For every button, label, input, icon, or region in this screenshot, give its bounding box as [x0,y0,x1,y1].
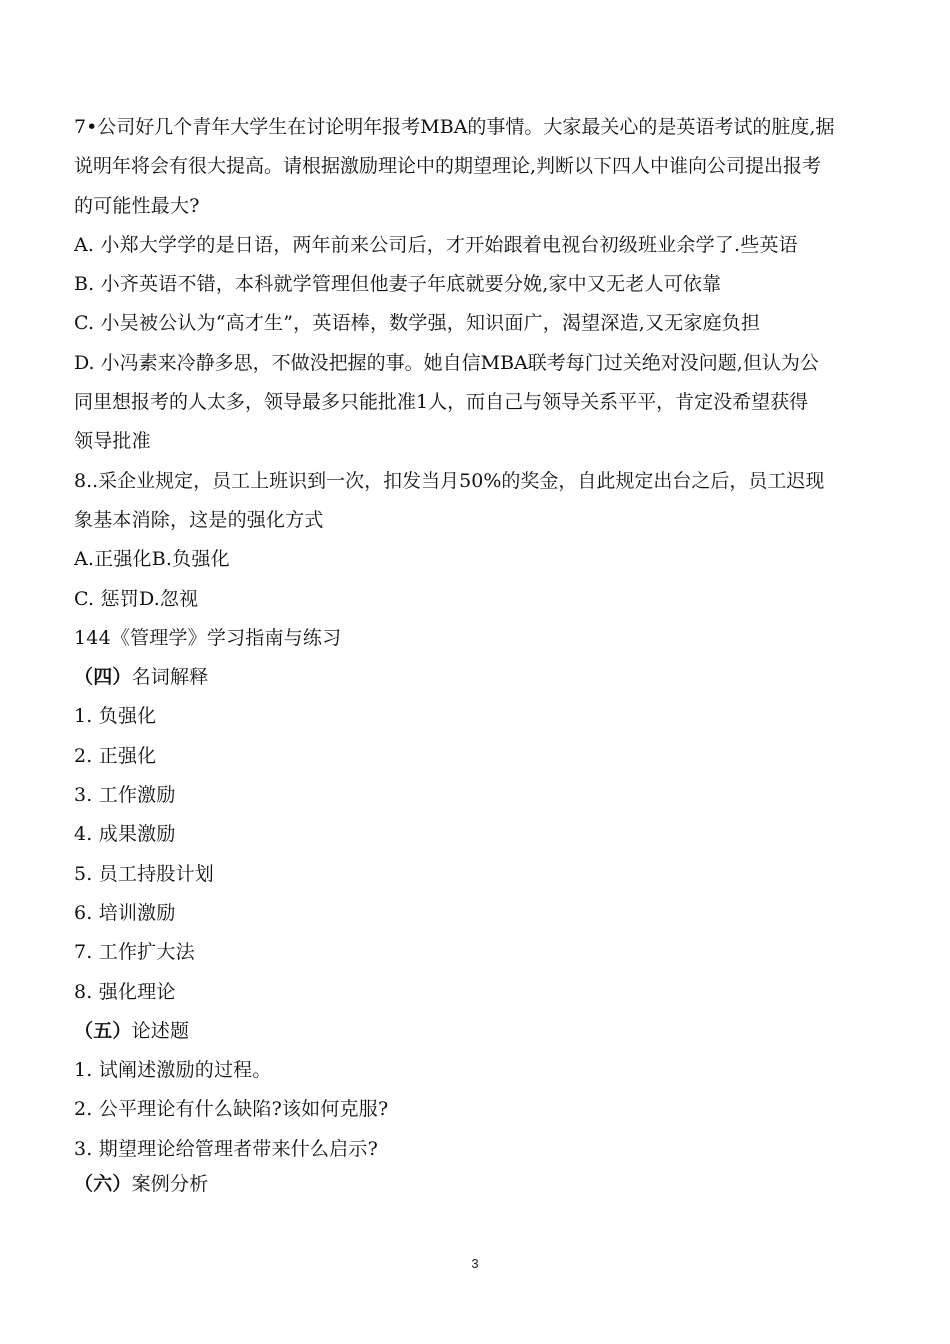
section-5-item-3: 3. 期望理论给管理者带来什么启示? [74,1137,378,1160]
section-4-heading [74,658,880,697]
question-7-option-c: C. 小吴被公认为“高才生”，英语棒，数学强，知识面广，渴望深造,又无家庭负担 [74,312,761,335]
section-5-marker: （五） [74,1019,132,1042]
question-7-text-line-3: 的可能性最大? [74,194,200,217]
section-4-item-8: 8. 强化理论 [74,980,176,1003]
section-5-item-1: 1. 试阐述激励的过程。 [74,1059,272,1082]
section-6-heading [74,1165,880,1204]
section-5-title: 论述题 [131,1019,190,1042]
section-4-title: 名词解释 [131,666,209,689]
section-5-item-2: 2. 公平理论有什么缺陷?该如何克服? [74,1098,389,1121]
section-4-item-5: 5. 员工持股计划 [74,862,214,885]
question-7-option-a: A. 小郑大学学的是日语，两年前来公司后，才开始跟着电视台初级班业余学了.些英语 [74,233,798,256]
question-8-text-line-1: 8..采企业规定，员工上班识到一次，扣发当月50%的奖金，自此规定出台之后，员工迟现 [74,469,825,492]
section-4-item-3: 3. 工作激励 [74,784,176,807]
section-4-item-6: 6. 培训激励 [74,901,176,924]
section-4-item-7: 7. 工作扩大法 [74,941,195,964]
question-7-option-d-line-1: D. 小冯素来冷静多思，不做没把握的事。她自信MBA联考每门过关绝对没问题,但认为公 [74,351,819,374]
running-header: 144《管理学》学习指南与练习 [74,626,342,649]
section-6-marker: （六） [74,1173,132,1196]
question-7-option-b: B. 小齐英语不错，本科就学管理但他妻子年底就要分娩,家中又无老人可依靠 [74,273,722,296]
section-4-marker: （四） [74,666,132,689]
question-7-text-line-2: 说明年将会有很大提高。请根据激励理论中的期望理论,判断以下四人中谁向公司提出报考 [74,155,822,178]
section-4-item-4: 4. 成果激励 [74,823,176,846]
section-6-title: 案例分析 [131,1173,209,1196]
question-7-text-line-1: 7•公司好几个青年大学生在讨论明年报考MBA的事情。大家最关心的是英语考试的脏度,据 [74,116,835,138]
question-8-options-ab: A.正强化B.负强化 [74,548,230,571]
section-5-heading [74,1012,880,1051]
question-8-text-line-2: 象基本消除，这是的强化方式 [74,508,324,531]
question-8-options-cd: C. 惩罚D.忽视 [74,587,199,610]
section-4-item-2: 2. 正强化 [74,744,157,767]
page-content [74,108,880,1204]
section-4-item-1: 1. 负强化 [74,705,157,728]
page-number: 3 [471,1256,479,1271]
question-7-option-d-line-3: 领导批准 [74,430,151,453]
question-7-option-d-line-2: 同里想报考的人太多，领导最多只能批准1人，而自己与领导关系平平，肯定没希望获得 [74,391,809,414]
